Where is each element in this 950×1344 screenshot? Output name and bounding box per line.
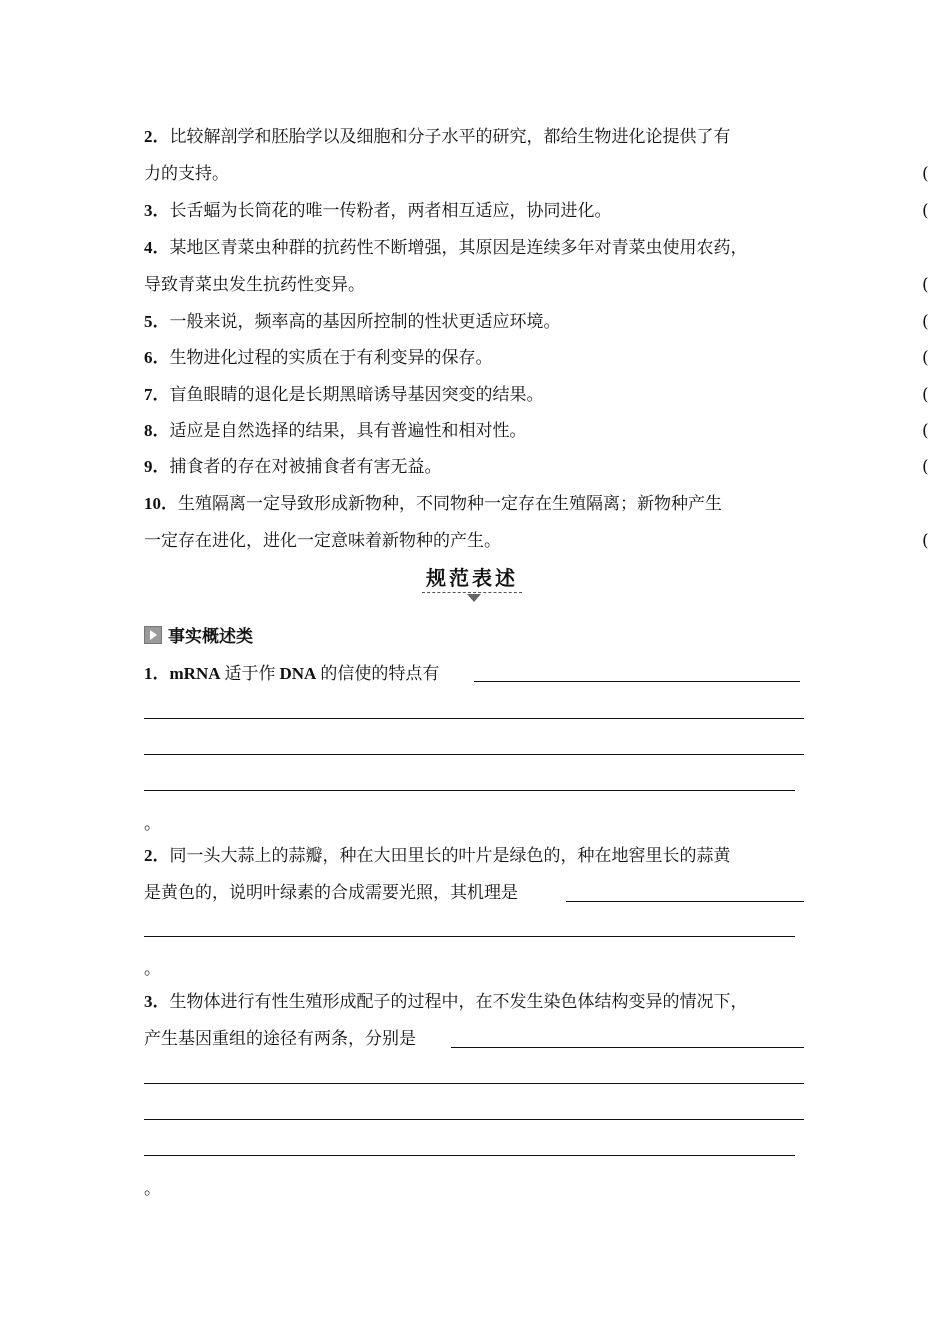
answer-blank[interactable] — [451, 1047, 804, 1048]
section-heading: 规范表述 — [422, 566, 522, 593]
answer-paren[interactable]: ( — [922, 385, 929, 405]
item-5: 5．一般来说，频率高的基因所控制的性状更适应环境。 — [144, 312, 561, 332]
answer-paren[interactable]: ( — [922, 275, 929, 295]
answer-blank[interactable] — [144, 790, 795, 791]
end-mark: 。 — [144, 1179, 161, 1199]
item-8: 8．适应是自然选择的结果，具有普遍性和相对性。 — [144, 421, 527, 441]
answer-paren[interactable]: ( — [922, 164, 929, 184]
answer-blank[interactable] — [566, 901, 804, 902]
subsection-title: 事实概述类 — [144, 626, 253, 648]
item-6: 6．生物进化过程的实质在于有利变异的保存。 — [144, 348, 493, 368]
answer-blank[interactable] — [144, 754, 804, 755]
end-mark: 。 — [144, 814, 161, 834]
item-4-line2: 导致青菜虫发生抗药性变异。 — [144, 275, 365, 295]
answer-blank[interactable] — [474, 681, 800, 682]
answer-paren[interactable]: ( — [922, 421, 929, 441]
answer-blank[interactable] — [144, 718, 804, 719]
answer-blank[interactable] — [144, 1155, 795, 1156]
question-1-line1: 1．mRNA 适于作 DNA 的信使的特点有 — [144, 664, 440, 684]
end-mark: 。 — [144, 959, 161, 979]
item-3: 3．长舌蝠为长筒花的唯一传粉者，两者相互适应，协同进化。 — [144, 201, 612, 221]
item-10-line2: 一定存在进化，进化一定意味着新物种的产生。 — [144, 531, 501, 551]
question-3-line1: 3．生物体进行有性生殖形成配子的过程中，在不发生染色体结构变异的情况下， — [144, 992, 748, 1012]
item-2-line1: 2．比较解剖学和胚胎学以及细胞和分子水平的研究，都给生物进化论提供了有 — [144, 127, 731, 147]
question-2-line2: 是黄色的，说明叶绿素的合成需要光照，其机理是 — [144, 883, 518, 903]
answer-paren[interactable]: ( — [922, 457, 929, 477]
heading-triangle-icon — [467, 594, 481, 602]
item-2-line2: 力的支持。 — [144, 164, 229, 184]
question-2-line1: 2．同一头大蒜上的蒜瓣，种在大田里长的叶片是绿色的，种在地窖里长的蒜黄 — [144, 846, 731, 866]
item-7: 7．盲鱼眼睛的退化是长期黑暗诱导基因突变的结果。 — [144, 385, 544, 405]
answer-paren[interactable]: ( — [922, 201, 929, 221]
answer-blank[interactable] — [144, 1119, 804, 1120]
item-4-line1: 4．某地区青菜虫种群的抗药性不断增强，其原因是连续多年对青菜虫使用农药， — [144, 238, 748, 258]
play-icon — [144, 626, 162, 644]
answer-paren[interactable]: ( — [922, 531, 929, 551]
answer-paren[interactable]: ( — [922, 348, 929, 368]
item-9: 9．捕食者的存在对被捕食者有害无益。 — [144, 457, 442, 477]
item-10-line1: 10．生殖隔离一定导致形成新物种，不同物种一定存在生殖隔离；新物种产生 — [144, 494, 722, 514]
answer-blank[interactable] — [144, 936, 795, 937]
answer-blank[interactable] — [144, 1083, 804, 1084]
question-3-line2: 产生基因重组的途径有两条，分别是 — [144, 1029, 416, 1049]
answer-paren[interactable]: ( — [922, 312, 929, 332]
